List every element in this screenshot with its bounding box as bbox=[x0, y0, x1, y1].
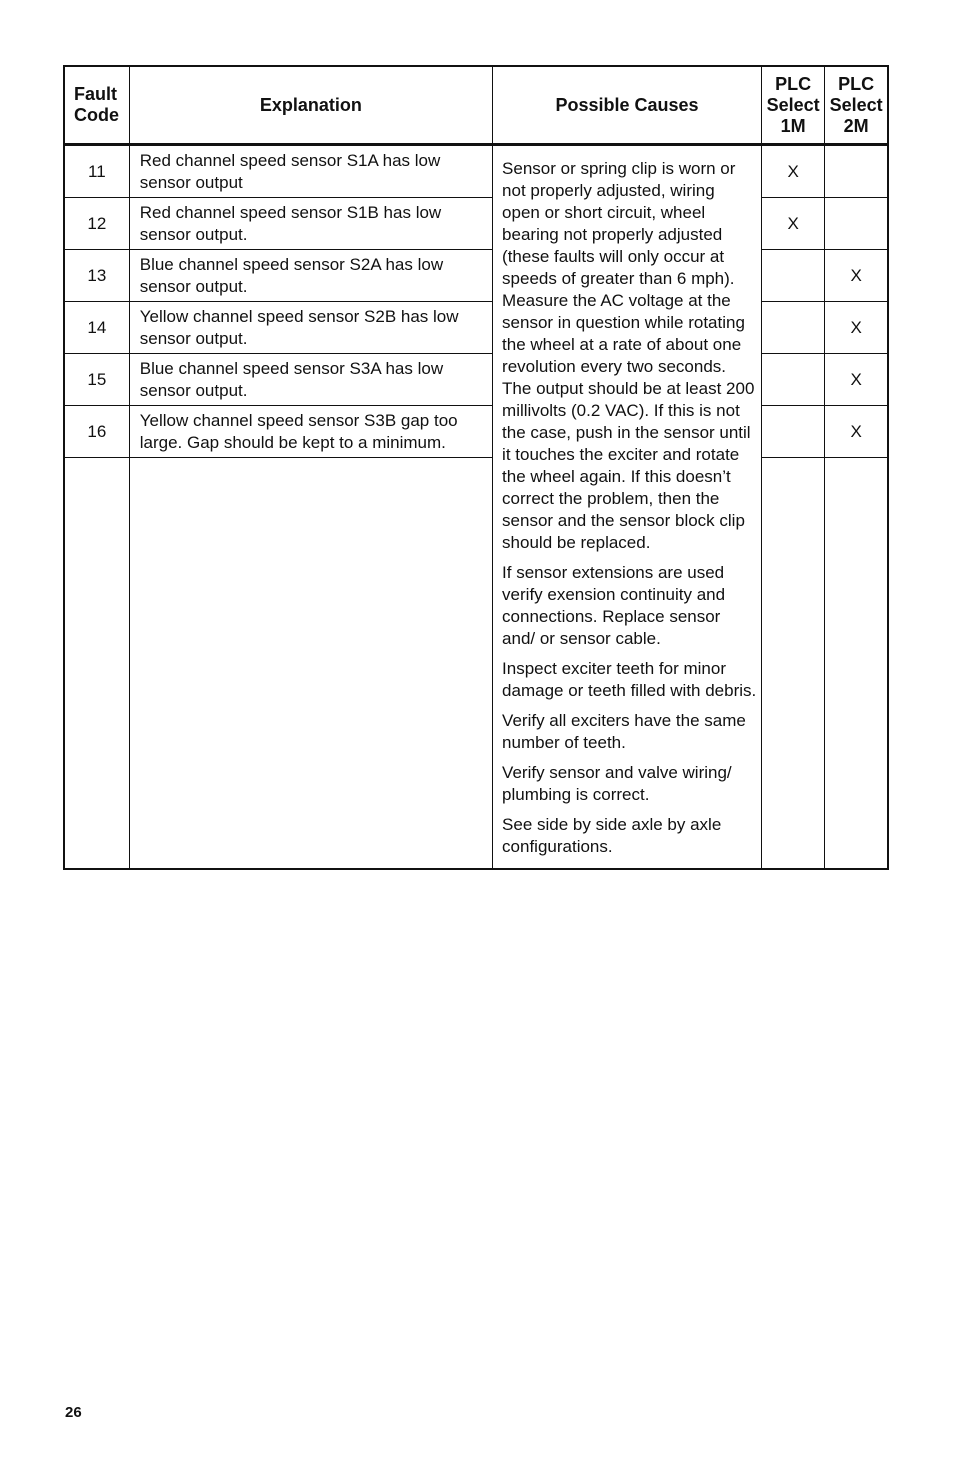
cause-paragraph: Verify all exciters have the same number of teeth. bbox=[502, 711, 746, 752]
plc-2m-mark: X bbox=[825, 250, 888, 302]
explanation-cell: Red channel speed sensor S1A has low sensor output bbox=[129, 145, 492, 198]
possible-causes-cell bbox=[493, 145, 762, 870]
plc-2m-mark: X bbox=[825, 302, 888, 354]
explanation-cell: Yellow channel speed sensor S2B has low sensor output. bbox=[129, 302, 492, 354]
explanation-cell: Blue channel speed sensor S2A has low sensor output. bbox=[129, 250, 492, 302]
plc-2m-mark: X bbox=[825, 406, 888, 458]
cause-paragraph: Sensor or spring clip is worn or not properly adjusted, wiring open or short circuit, wheel bearing not properly adjusted (these faults will only occur at speeds of greater than 6 mph). Measure the AC voltage at the sensor in question while rotating the wheel at a rate of about one revolution every two seconds. The output should be at least 200 millivolts (0.2 VAC). If this is not the case, push in the sensor until it touches the exciter and rotate the wheel again. If this doesn’t correct the problem, then the sensor and the sensor block clip should be replaced. bbox=[502, 159, 755, 552]
explanation-cell: Blue channel speed sensor S3A has low sensor output. bbox=[129, 354, 492, 406]
cause-paragraph: Verify sensor and valve wiring/ plumbing is correct. bbox=[502, 763, 732, 804]
empty-cell bbox=[762, 458, 825, 870]
table-row bbox=[64, 354, 888, 406]
header-possible-causes: Possible Causes bbox=[493, 66, 762, 145]
table-row bbox=[64, 198, 888, 250]
plc-1m-mark bbox=[762, 250, 825, 302]
empty-cell bbox=[825, 458, 888, 870]
fault-code-cell: 12 bbox=[64, 198, 129, 250]
fault-code-table bbox=[63, 65, 889, 870]
fault-code-cell: 15 bbox=[64, 354, 129, 406]
plc-1m-mark: X bbox=[762, 198, 825, 250]
plc-1m-mark bbox=[762, 354, 825, 406]
table-header-row bbox=[64, 66, 888, 145]
fault-code-cell: 13 bbox=[64, 250, 129, 302]
cause-paragraph: If sensor extensions are used verify exension continuity and connections. Replace sensor and/ or sensor cable. bbox=[502, 563, 726, 648]
plc-2m-mark: X bbox=[825, 354, 888, 406]
fault-code-cell: 14 bbox=[64, 302, 129, 354]
plc-2m-mark bbox=[825, 198, 888, 250]
fault-code-cell: 11 bbox=[64, 145, 129, 198]
empty-cell bbox=[64, 458, 129, 870]
cause-paragraph: See side by side axle by axle configurations. bbox=[502, 815, 722, 856]
table-row bbox=[64, 145, 888, 198]
table-row-empty bbox=[64, 458, 888, 870]
plc-1m-mark bbox=[762, 302, 825, 354]
explanation-cell: Yellow channel speed sensor S3B gap too large. Gap should be kept to a minimum. bbox=[129, 406, 492, 458]
page-number: 26 bbox=[65, 1404, 82, 1421]
explanation-cell: Red channel speed sensor S1B has low sensor output. bbox=[129, 198, 492, 250]
table-row bbox=[64, 302, 888, 354]
empty-cell bbox=[129, 458, 492, 870]
plc-2m-mark bbox=[825, 145, 888, 198]
plc-1m-mark: X bbox=[762, 145, 825, 198]
plc-1m-mark bbox=[762, 406, 825, 458]
header-plc-select-2m: PLC Select 2M bbox=[825, 66, 888, 145]
header-plc-select-1m: PLC Select 1M bbox=[762, 66, 825, 145]
table-row bbox=[64, 250, 888, 302]
header-explanation: Explanation bbox=[129, 66, 492, 145]
header-fault-code: Fault Code bbox=[64, 66, 129, 145]
table-row bbox=[64, 406, 888, 458]
cause-paragraph: Inspect exciter teeth for minor damage or teeth filled with debris. bbox=[502, 659, 757, 700]
fault-code-cell: 16 bbox=[64, 406, 129, 458]
